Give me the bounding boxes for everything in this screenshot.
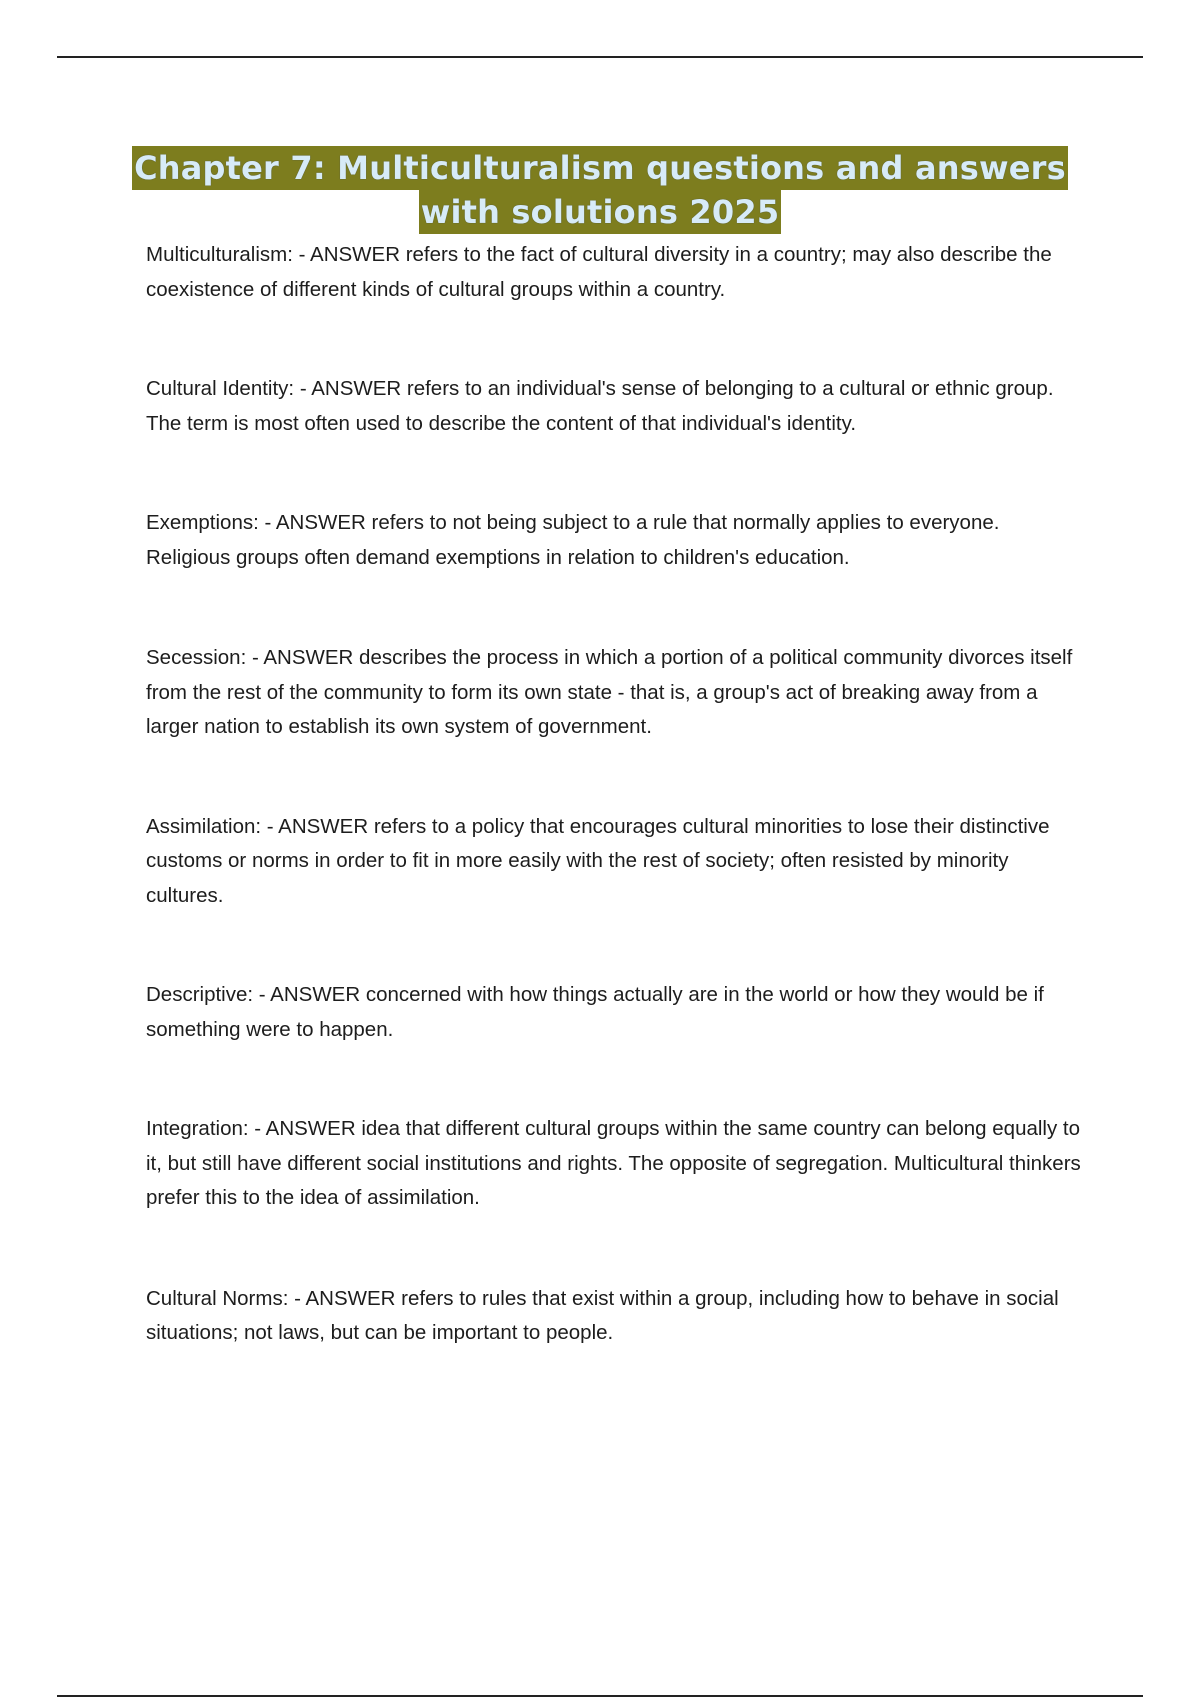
title-line-1: Chapter 7: Multiculturalism questions and answers <box>132 146 1068 190</box>
qa-item-assimilation: Assimilation: - ANSWER refers to a policy that encourages cultural minorities to lose their distinctive customs or norms in order to fit in more easily with the rest of society; often resisted by minority cultures. <box>146 814 1050 907</box>
bottom-divider <box>57 1695 1143 1697</box>
qa-item-integration: Integration: - ANSWER idea that different cultural groups within the same country can belong equally to it, but still have different social institutions and rights. The opposite of segregation. Multicultural thinkers prefer this to the idea of assimilation. <box>146 1117 1081 1209</box>
title-line-2: with solutions 2025 <box>419 190 782 234</box>
qa-item-multiculturalism: Multiculturalism: - ANSWER refers to the fact of cultural diversity in a country; may also describe the coexistence of different kinds of cultural groups within a country. <box>146 243 1052 301</box>
qa-item-cultural-norms: Cultural Norms: - ANSWER refers to rules that exist within a group, including how to behave in social situations; not laws, but can be important to people. <box>146 1286 1059 1344</box>
top-divider <box>57 56 1143 58</box>
qa-item-secession: Secession: - ANSWER describes the process in which a portion of a political community divorces itself from the rest of the community to form its own state - that is, a group's act of breaking away from a larger nation to establish its own system of government. <box>146 646 1073 738</box>
qa-item-cultural-identity: Cultural Identity: - ANSWER refers to an individual's sense of belonging to a cultural or ethnic group. The term is most often used to describe the content of that individual's identity. <box>146 377 1054 435</box>
qa-item-exemptions: Exemptions: - ANSWER refers to not being subject to a rule that normally applies to everyone. Religious groups often demand exemptions in relation to children's education. <box>146 511 1000 569</box>
document-title <box>0 146 1200 234</box>
qa-list <box>146 238 1086 1351</box>
qa-item-descriptive: Descriptive: - ANSWER concerned with how things actually are in the world or how they would be if something were to happen. <box>146 983 1044 1041</box>
